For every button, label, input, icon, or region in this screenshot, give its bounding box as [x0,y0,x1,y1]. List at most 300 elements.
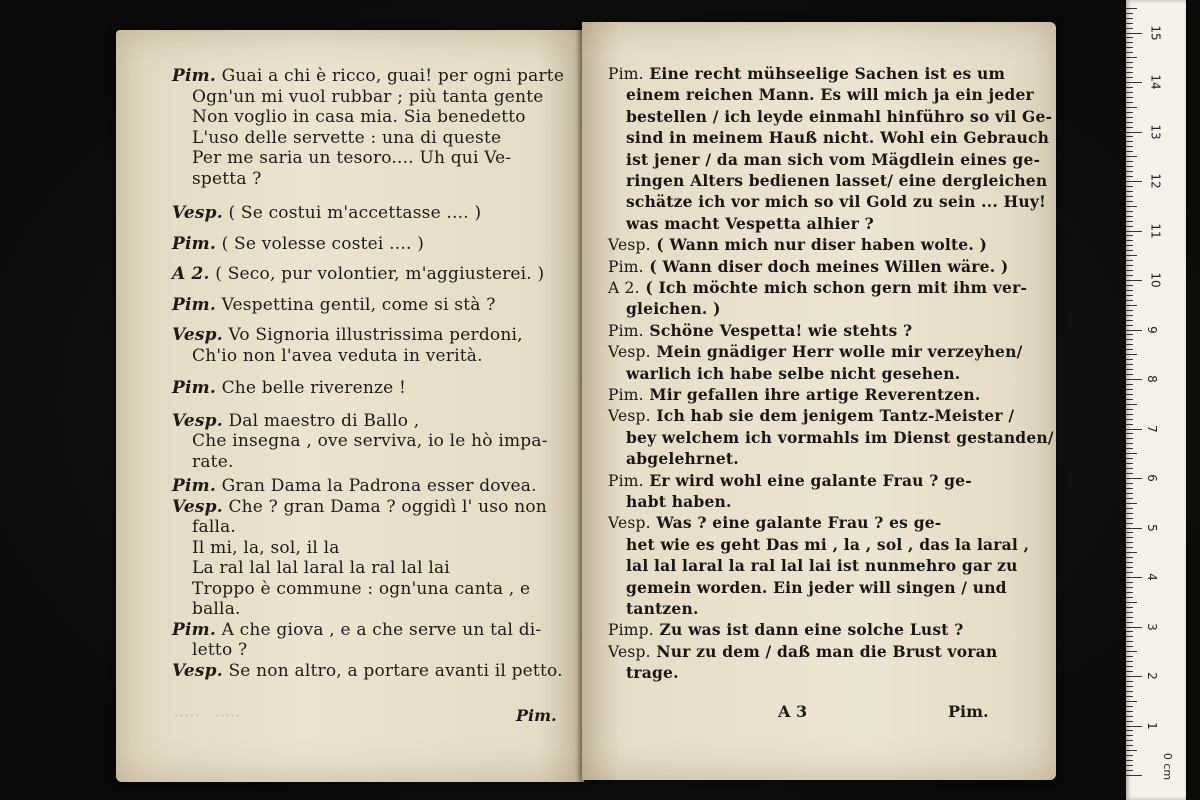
ruler-tick [1126,617,1133,618]
line-text: A che giova , e a che serve un tal di- [221,619,542,640]
ruler-tick [1126,607,1133,608]
ruler-tick [1126,750,1137,751]
ruler-tick [1126,567,1133,568]
text-line [608,513,941,532]
speaker-label: Pim. [172,233,216,254]
ruler-number: 5 [1144,523,1159,532]
text-line [172,203,481,223]
ruler-tick [1126,661,1133,662]
ruler-tick [1126,760,1133,761]
ruler-tick [1126,52,1133,53]
speaker-label: Vesp. [172,410,223,431]
text-line [172,66,564,86]
ruler-tick [1126,429,1142,430]
ruler-tick [1126,240,1133,241]
speaker-label: Pim. [608,386,644,404]
line-text: gleichen. ) [626,299,721,319]
line-text: Schöne Vespetta! wie stehts ? [649,320,913,340]
ruler-tick [1126,216,1133,217]
ruler-unit-label: 0 cm [1161,752,1175,781]
ruler-number: 13 [1148,123,1163,140]
ruler-tick [1126,770,1133,771]
speaker-label: A 2. [172,264,210,284]
text-line [626,128,1049,147]
ruler-tick [1126,572,1133,573]
line-text: Was ? eine galante Frau ? es ge- [656,513,942,533]
ruler-tick [1126,433,1133,434]
text-line [192,579,530,599]
text-line [608,235,987,254]
line-text: einem reichen Mann. Es will mich ja ein jeder [626,85,1034,105]
line-text: Che belle riverenze ! [221,378,407,398]
ruler-number: 3 [1144,622,1159,631]
line-text: habt haben. [626,492,732,511]
ruler-tick [1126,72,1133,73]
text-line [626,449,739,468]
text-line [608,406,1014,425]
ruler-tick [1126,364,1133,365]
ruler-tick [1126,508,1133,509]
speaker-label: Vesp. [172,325,223,345]
ruler-tick [1126,315,1133,316]
line-text: trage. [626,663,679,683]
speaker-label: Pim. [172,378,216,398]
ruler-tick [1126,107,1137,108]
ruler-tick [1126,102,1133,103]
ruler-tick [1126,622,1133,623]
ruler-tick [1126,117,1133,118]
ruler-number: 7 [1144,424,1159,433]
ruler-tick [1126,265,1133,266]
text-line [192,346,483,366]
ruler-tick [1126,473,1133,474]
ruler-tick [1126,721,1133,722]
text-line [626,599,699,618]
line-text: Che ? gran Dama ? oggidì l' uso non [228,496,547,517]
ruler-tick [1126,532,1133,533]
ruler-tick [1126,518,1133,519]
line-text: Per me saria un tesoro.... Uh qui Ve- [192,148,512,168]
text-line [608,642,997,661]
ruler-tick [1126,290,1133,291]
text-line [172,295,496,315]
ruler-tick [1126,270,1133,271]
line-text: was macht Vespetta alhier ? [626,213,874,233]
speaker-label: Pim. [608,257,644,276]
speaker-label: Vesp. [172,496,223,517]
speaker-label: Pim. [172,294,216,315]
ruler-tick [1126,47,1133,48]
ruler-tick [1126,612,1133,613]
text-line [192,558,450,578]
text-line [192,517,236,537]
ruler-tick [1126,503,1137,504]
ruler-tick [1126,295,1133,296]
ruler-tick [1126,226,1133,227]
text-line [608,471,972,490]
line-text: tantzen. [626,599,699,618]
text-line [626,578,1007,597]
ruler-tick [1126,221,1133,222]
line-text: La ral lal lal laral la ral lal lai [192,558,450,578]
ruler-tick [1126,181,1142,182]
ruler-tick [1126,765,1133,766]
line-text: spetta ? [192,168,262,189]
text-line [172,378,406,398]
line-text: Vo Signoria illustrissima perdoni, [228,325,523,345]
line-text: Che insegna , ove serviva, io le hò impa- [192,431,548,451]
text-line [626,214,874,233]
ruler-tick [1126,686,1133,687]
text-line [172,411,419,431]
ruler-number: 8 [1144,375,1159,383]
line-text: Vespettina gentil, come si stà ? [221,294,496,315]
ruler-tick [1126,453,1137,454]
text-line [608,342,1022,361]
text-line [626,107,1052,126]
text-line [626,85,1034,104]
text-line [192,452,234,472]
ruler-tick [1126,577,1142,578]
ruler-tick [1126,334,1133,335]
line-text: ( Wann mich nur diser haben wolte. ) [656,235,988,255]
line-text: sind in meinem Hauß nicht. Wohl ein Gebrauch [626,128,1050,148]
line-text: ( Se costui m'accettasse .... ) [228,203,482,223]
ruler-number: 9 [1144,325,1159,334]
ruler-tick [1126,745,1133,746]
faded-bleed-text: ····· ····· [174,706,241,725]
text-line [626,556,1018,575]
text-line [608,257,1008,276]
ruler-tick [1126,231,1142,232]
line-text: Mir gefallen ihre artige Reverentzen. [649,385,981,404]
ruler-tick [1126,42,1133,43]
ruler-tick [1126,161,1133,162]
ruler-tick [1126,651,1137,652]
line-text: Troppo è commune : ogn'una canta , e [192,578,531,599]
ruler-tick [1126,206,1137,207]
ruler-tick [1126,285,1133,286]
speaker-label: Pim. [172,66,216,86]
ruler-tick [1126,13,1133,14]
ruler-tick [1126,483,1133,484]
line-text: Eine recht mühseelige Sachen ist es um [649,64,1006,83]
text-line [192,87,544,107]
ruler-tick [1126,740,1133,741]
ruler-tick [1126,493,1133,494]
text-line [192,640,247,660]
line-text: Se non altro, a portare avanti il petto. [228,660,563,681]
ruler-tick [1126,349,1133,350]
ruler-tick [1126,82,1142,83]
speaker-label: Pim. [608,471,644,490]
ruler-tick [1126,414,1133,415]
ruler-tick [1126,424,1133,425]
ruler-tick [1126,438,1133,439]
text-line [608,64,1005,83]
ruler-tick [1126,389,1133,390]
ruler-tick [1126,582,1133,583]
ruler-tick [1126,498,1133,499]
text-line [172,234,424,254]
line-text: Zu was ist dann eine solche Lust ? [659,620,964,640]
line-text: bey welchem ich vormahls im Dienst gestanden/ [626,427,1054,447]
ruler-tick [1126,696,1133,697]
text-line [192,148,511,168]
text-line [172,661,563,681]
line-text: ( Ich möchte mich schon gern mit ihm ver- [645,278,1028,297]
speaker-label: Vesp. [172,660,223,681]
text-line [608,620,964,639]
ruler-tick [1126,681,1133,682]
ruler-tick [1126,87,1133,88]
text-line [192,107,526,127]
ruler-tick [1126,122,1133,123]
speaker-label: Vesp. [172,203,223,223]
ruler-tick [1126,602,1137,603]
ruler-tick [1126,374,1133,375]
right-catchword: Pim. [948,702,989,721]
text-line [626,535,1029,554]
ruler-tick [1126,404,1137,405]
text-line [172,620,541,640]
left-catchword: Pim. [516,706,557,725]
ruler-tick [1126,726,1142,727]
line-text: Nur zu dem / daß man die Brust voran [656,641,998,661]
ruler-tick [1126,488,1133,489]
speaker-label: Vesp. [608,343,651,362]
line-text: ( Wann diser doch meines Willen wäre. ) [649,256,1009,276]
text-line [192,538,340,558]
ruler-tick [1126,151,1133,152]
ruler-tick [1126,552,1137,553]
ruler-tick [1126,57,1137,58]
ruler-tick [1126,67,1133,68]
speaker-label: Pim. [608,321,644,340]
ruler-tick [1126,250,1133,251]
line-text: Ch'io non l'avea veduta in verità. [192,345,483,366]
line-text: abgelehrnet. [626,449,739,469]
line-text: ( Se volesse costei .... ) [221,233,425,254]
ruler-tick [1126,92,1133,93]
ruler-tick [1126,691,1133,692]
ruler-tick [1126,260,1133,261]
ruler-number: 4 [1144,573,1159,581]
ruler-tick [1126,310,1133,311]
speaker-label: Vesp. [608,642,651,661]
ruler-tick [1126,166,1133,167]
ruler-tick [1126,448,1133,449]
ruler-tick [1126,716,1133,717]
ruler-tick [1126,468,1133,469]
ruler-tick [1126,394,1133,395]
text-line [192,431,548,451]
ruler-number: 14 [1148,74,1163,90]
ruler-tick [1126,676,1142,677]
ruler-tick [1126,245,1133,246]
ruler-tick [1126,478,1142,479]
ruler-tick [1126,399,1133,400]
ruler-tick [1126,37,1133,38]
line-text: Non voglio in casa mia. Sia benedetto [192,107,526,127]
line-text: warlich ich habe selbe nicht gesehen. [626,363,961,383]
signature-mark: A 3 [778,702,808,721]
ruler-tick [1126,359,1133,360]
left-page [116,30,584,782]
text-line [172,497,547,517]
ruler-tick [1126,186,1133,187]
line-text: bestellen / ich leyde einmahl hinführo so vil Ge- [626,106,1053,126]
ruler-tick [1126,443,1133,444]
ruler-tick [1126,671,1133,672]
ruler-tick [1126,171,1133,172]
ruler-tick [1126,132,1142,133]
text-line [626,192,1046,211]
ruler-tick [1126,176,1133,177]
ruler-number: 11 [1148,222,1163,239]
ruler-tick [1126,631,1133,632]
ruler-number: 6 [1144,474,1159,482]
ruler-tick [1126,557,1133,558]
measuring-ruler [1126,0,1186,800]
line-text: Mein gnädiger Herr wolle mir verzeyhen/ [656,342,1023,362]
ruler-tick [1126,136,1133,137]
ruler-tick [1126,547,1133,548]
line-text: rate. [192,451,234,472]
ruler-tick [1126,330,1142,331]
ruler-number: 12 [1148,173,1163,189]
ruler-tick [1126,458,1133,459]
ruler-tick [1126,562,1133,563]
ruler-tick [1126,235,1133,236]
line-text: lal lal laral la ral lal lai ist nunmehro gar zu [626,556,1018,576]
line-text: Ich hab sie dem jenigem Tantz-Meister / [656,406,1015,426]
text-line [626,299,721,318]
text-line [172,325,523,345]
ruler-tick [1126,706,1133,707]
line-text: L'uso delle servette : una di queste [192,127,502,148]
ruler-tick [1126,344,1133,345]
ruler-tick [1126,77,1133,78]
ruler-number: 10 [1148,272,1163,288]
ruler-tick [1126,666,1133,667]
ruler-number: 15 [1148,24,1163,41]
speaker-label: Pim. [172,619,216,640]
text-line [626,663,679,682]
text-line [172,264,544,284]
ruler-tick [1126,141,1133,142]
ruler-tick [1126,325,1133,326]
ruler-tick [1126,23,1133,24]
line-text: balla. [192,599,241,619]
ruler-tick [1126,528,1142,529]
text-line [626,171,1047,190]
line-text: ringen Alters bedienen lasset/ eine dergleichen [626,171,1048,190]
text-line [192,169,262,189]
ruler-tick [1126,775,1142,776]
ruler-tick [1126,542,1133,543]
ruler-tick [1126,354,1137,355]
line-text: het wie es geht Das mi , la , sol , das la laral , [626,534,1030,554]
ruler-tick [1126,592,1133,593]
speaker-label: Vesp. [608,236,651,255]
ruler-tick [1126,339,1133,340]
ruler-tick [1126,409,1133,410]
ruler-tick [1126,300,1133,301]
ruler-tick [1126,33,1142,34]
ruler-tick [1126,597,1133,598]
ruler-tick [1126,156,1137,157]
ruler-tick [1126,28,1133,29]
ruler-tick [1126,701,1137,702]
ruler-tick [1126,656,1133,657]
ruler-tick [1126,587,1133,588]
text-line [608,278,1027,297]
ruler-tick [1126,97,1133,98]
ruler-tick [1126,730,1133,731]
line-text: letto ? [192,640,248,660]
text-line [626,492,732,511]
ruler-tick [1126,523,1133,524]
ruler-number: 2 [1144,672,1159,680]
ruler-tick [1126,369,1133,370]
ruler-tick [1126,211,1133,212]
text-line [626,364,960,383]
ruler-tick [1126,18,1133,19]
ruler-tick [1126,112,1133,113]
text-line [172,476,537,496]
ruler-tick [1126,62,1133,63]
speaker-label: Pim. [172,476,216,496]
text-line [608,385,980,404]
ruler-tick [1126,419,1133,420]
ruler-tick [1126,191,1133,192]
speaker-label: A 2. [608,279,640,297]
speaker-label: Pimp. [608,621,654,640]
text-line [192,599,241,619]
ruler-number: 1 [1144,721,1159,730]
text-line [192,128,501,148]
ruler-tick [1126,636,1133,637]
ruler-tick [1126,127,1133,128]
ruler-tick [1126,384,1133,385]
text-line [626,150,1040,169]
speaker-label: Vesp. [608,407,651,426]
text-line [608,321,912,340]
ruler-tick [1126,280,1142,281]
ruler-tick [1126,735,1133,736]
ruler-tick [1126,641,1133,642]
text-line [626,428,1054,447]
right-page [582,22,1056,780]
line-text: ist jener / da man sich vom Mägdlein eines ge- [626,149,1041,169]
ruler-tick [1126,320,1133,321]
line-text: ( Seco, pur volontier, m'aggiusterei. ) [215,264,545,284]
open-book [108,14,1066,784]
line-text: schätze ich vor mich so vil Gold zu sein ... Huy! [626,192,1047,212]
speaker-label: Vesp. [608,514,651,533]
ruler-tick [1126,711,1133,712]
ruler-tick [1126,201,1133,202]
ruler-tick [1126,8,1137,9]
ruler-tick [1126,275,1133,276]
line-text: Er wird wohl eine galante Frau ? ge- [649,470,972,490]
line-text: gemein worden. Ein jeder will singen / und [626,577,1007,597]
ruler-tick [1126,755,1133,756]
line-text: Il mi, la, sol, il la [192,537,340,558]
line-text: Ogn'un mi vuol rubbar ; più tanta gente [192,86,544,107]
ruler-tick [1126,196,1133,197]
